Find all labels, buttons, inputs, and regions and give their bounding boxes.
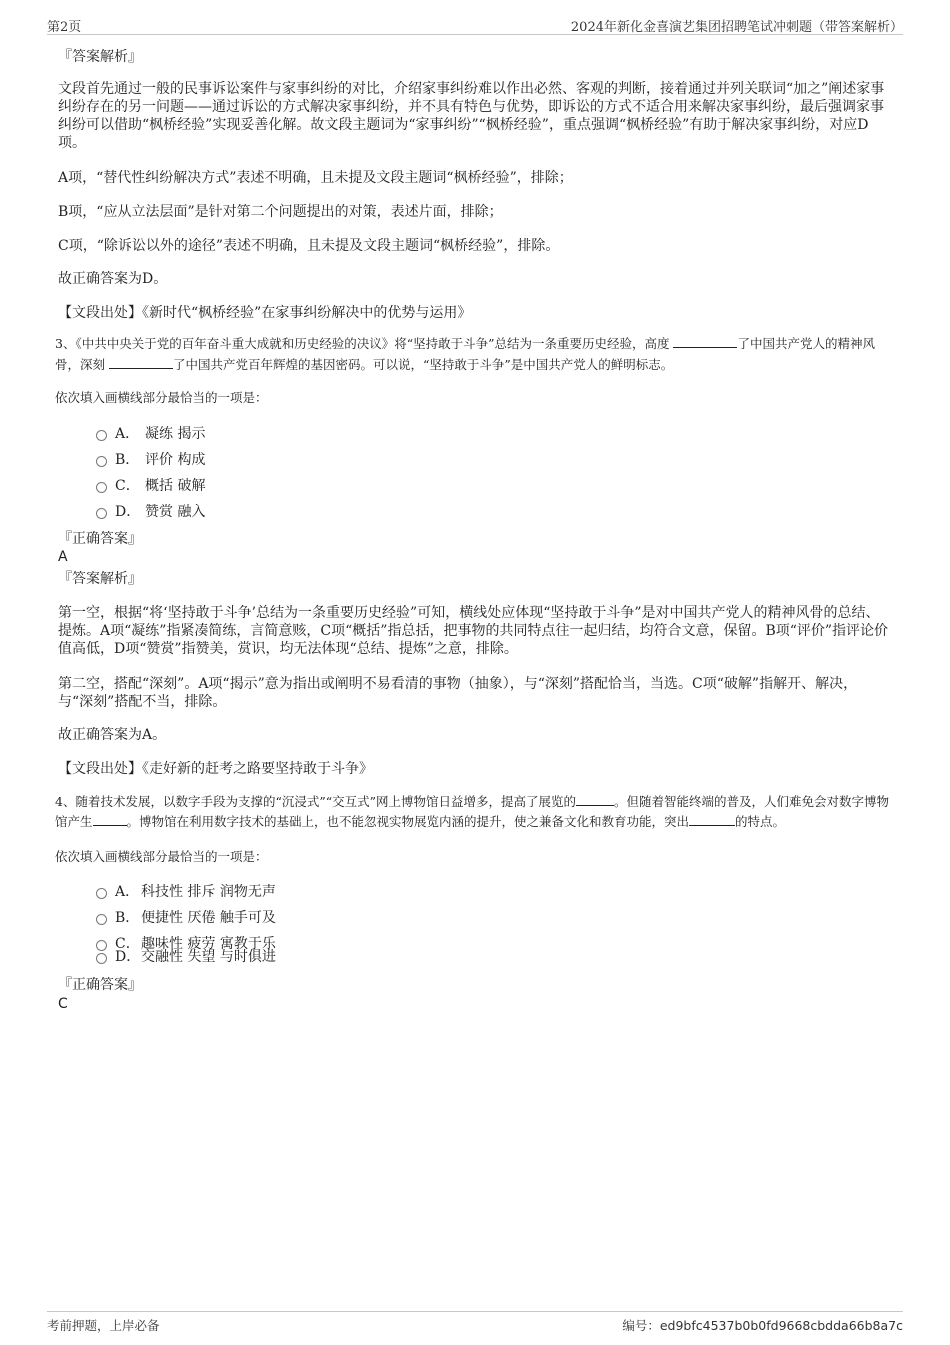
radio-icon[interactable] bbox=[96, 482, 107, 493]
radio-icon[interactable] bbox=[96, 456, 107, 467]
page-footer bbox=[47, 1311, 903, 1336]
analysis-text: 第一空，根据“将‘坚持敢于斗争’总结为一条重要历史经验”可知，横线处应体现“坚持敢于斗争”是对中国共产党人的精神风骨的总结、提炼。A项“凝练”指紧凑简练，言简意赅，C项“概括”指总括，把事物的共同特点往一起归结，均符合文意，保留。B项“评价”指评论价值高低，D项“赞赏”指赞美，赏识，均无法体现“总结、提炼”之意，排除。 bbox=[58, 605, 889, 657]
source-citation: 【文段出处】《新时代“枫桥经验”在家事纠纷解决中的优势与运用》 bbox=[58, 305, 472, 321]
q3-option-a[interactable]: A． 凝练 揭示 bbox=[96, 425, 205, 443]
q3-option-d[interactable]: D． 赞赏 融入 bbox=[96, 503, 205, 521]
footer-slogan: 考前押题，上岸必备 bbox=[47, 1318, 160, 1333]
analysis-label: 『答案解析』 bbox=[58, 571, 142, 587]
blank-line bbox=[673, 336, 737, 348]
page-number: 第2页 bbox=[47, 20, 82, 35]
analysis-label: 『答案解析』 bbox=[58, 49, 142, 65]
question-3-text: 3、《中共中央关于党的百年奋斗重大成就和历史经验的决议》将“坚持敢于斗争”总结为一条重要历史经验，高度 了中国共产党人的精神风骨，深刻 了中国共产党百年辉煌的基因密码。可以说，“坚持敢于斗争”是中国共产党人的鲜明标志。 bbox=[55, 336, 875, 372]
radio-icon[interactable] bbox=[96, 508, 107, 519]
option-b-note: B项，“应从立法层面”是针对第二个问题提出的对策，表述片面，排除； bbox=[58, 204, 503, 220]
q4-option-a[interactable]: A． 科技性 排斥 润物无声 bbox=[96, 883, 276, 901]
page-header bbox=[47, 14, 903, 35]
blank-line bbox=[109, 357, 173, 369]
analysis-text: 文段首先通过一般的民事诉讼案件与家事纠纷的对比，介绍家事纠纷难以作出必然、客观的判断，接着通过并列关联词“加之”阐述家事纠纷存在的另一问题——通过诉讼的方式解决家事纠纷，并不具有特色与优势，即诉讼的方式不适合用来解决家事纠纷，最后强调家事纠纷可以借助“枫桥经验”实现妥善化解。故文段主题词为“家事纠纷”“枫桥经验”，重点强调“枫桥经验”有助于解决家事纠纷，对应D项。 bbox=[58, 81, 885, 151]
q4-option-d[interactable]: D． 交融性 失望 与时俱进 bbox=[96, 948, 276, 966]
radio-icon[interactable] bbox=[96, 914, 107, 925]
blank-line bbox=[576, 794, 614, 806]
correct-answer: C bbox=[58, 996, 68, 1012]
q4-option-b[interactable]: B． 便捷性 厌倦 触手可及 bbox=[96, 909, 276, 927]
correct-answer: A bbox=[58, 549, 68, 565]
analysis-text: 第二空，搭配“深刻”。A项“揭示”意为指出或阐明不易看清的事物（抽象），与“深刻”搭配恰当，当选。C项“破解”指解开、解决，与“深刻”搭配不当，排除。 bbox=[58, 676, 858, 710]
question-4-text: 4、随着技术发展，以数字手段为支撑的“沉浸式”“交互式”网上博物馆日益增多，提高了展览的 。但随着智能终端的普及，人们难免会对数字博物馆产生 。博物馆在利用数字技术的基础上，也不能忽视实物展览内涵的提升，使之兼备文化和教育功能，突出 的特点。 bbox=[55, 794, 890, 829]
radio-icon[interactable] bbox=[96, 953, 107, 964]
document-title: 2024年新化金喜演艺集团招聘笔试冲刺题（带答案解析） bbox=[570, 20, 903, 35]
question-4-instruction: 依次填入画横线部分最恰当的一项是： bbox=[55, 849, 268, 864]
conclusion: 故正确答案为D。 bbox=[58, 271, 168, 287]
option-c-note: C项，“除诉讼以外的途径”表述不明确，且未提及文段主题词“枫桥经验”，排除。 bbox=[58, 238, 560, 254]
question-3-instruction: 依次填入画横线部分最恰当的一项是： bbox=[55, 390, 268, 405]
conclusion: 故正确答案为A。 bbox=[58, 727, 167, 743]
answer-label: 『正确答案』 bbox=[58, 977, 142, 993]
q3-option-c[interactable]: C． 概括 破解 bbox=[96, 477, 205, 495]
radio-icon[interactable] bbox=[96, 888, 107, 899]
document-code: 编号：ed9bfc4537b0b0fd9668cbdda66b8a7c bbox=[622, 1318, 903, 1333]
q3-option-b[interactable]: B． 评价 构成 bbox=[96, 451, 205, 469]
answer-label: 『正确答案』 bbox=[58, 531, 142, 547]
blank-line bbox=[93, 814, 127, 826]
option-a-note: A项，“替代性纠纷解决方式”表述不明确，且未提及文段主题词“枫桥经验”，排除； bbox=[58, 170, 573, 186]
source-citation: 【文段出处】《走好新的赶考之路要坚持敢于斗争》 bbox=[58, 761, 373, 777]
radio-icon[interactable] bbox=[96, 430, 107, 441]
blank-line bbox=[689, 814, 735, 826]
q4-option-c[interactable]: C． 趣味性 疲劳 寓教于乐 bbox=[96, 935, 276, 953]
